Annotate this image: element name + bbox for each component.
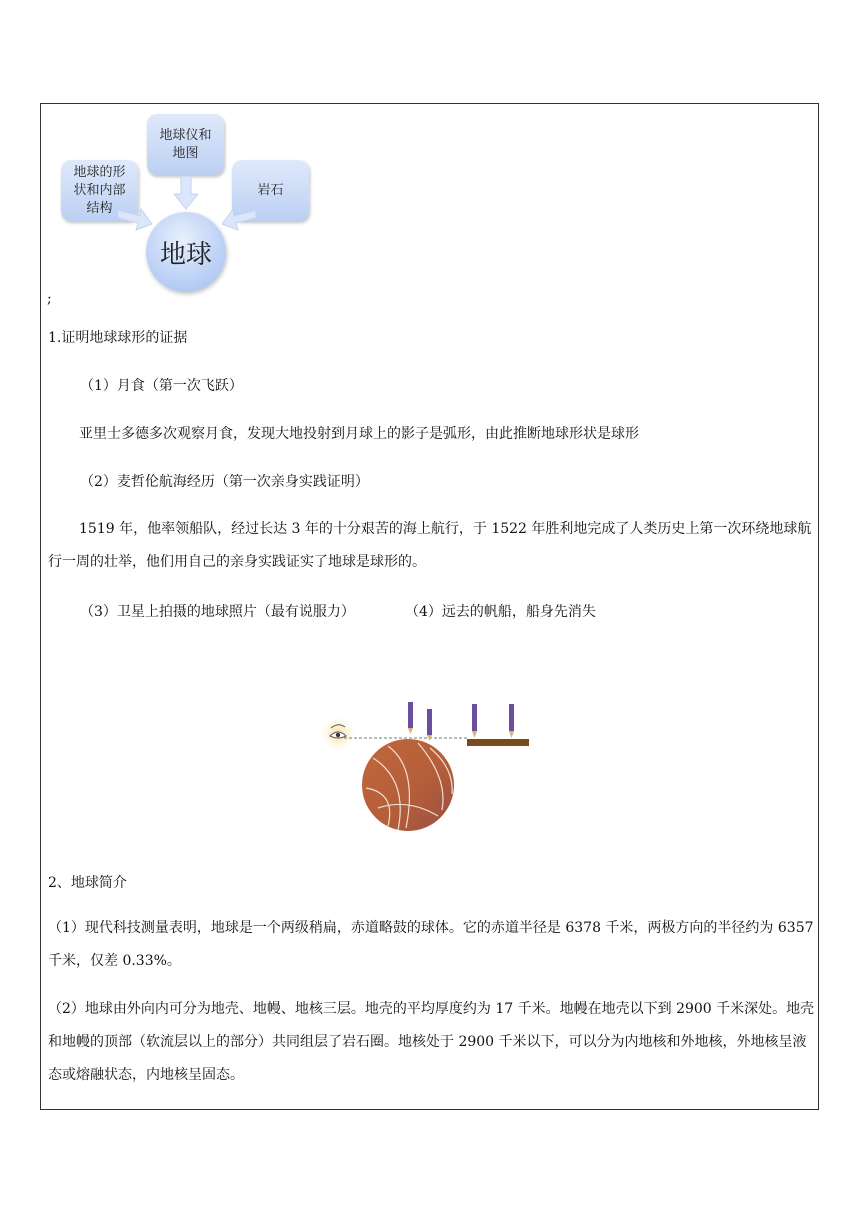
item2-title: （2）麦哲伦航海经历（第一次亲身实践证明） — [80, 474, 369, 490]
pencil-4 — [509, 704, 514, 731]
node-globe-map: 地球仪和 地图 — [147, 114, 224, 175]
curvature-illustration — [318, 698, 564, 838]
arrow-down-icon — [174, 176, 198, 210]
item2-text: 1519 年，他率领船队，经过长达 3 年的十分艰苦的海上航行，于 1522 年胜利地完成了人类历史上第一次环绕地球航行一周的壮举，他们用自己的亲身实践证实了地球是球形的。 — [48, 521, 812, 570]
node-rocks: 岩石 — [232, 160, 309, 221]
pencil-2 — [427, 709, 432, 735]
item3-title: （3）卫星上拍摄的地球照片（最有说服力） — [80, 604, 355, 620]
board — [467, 739, 529, 746]
section2-para1: （1）现代科技测量表明，地球是一个两级稍扁，赤道略鼓的球体。它的赤道半径是 6378 千米，两极方向的半径约为 6357 千米，仅差 0.33%。 — [48, 920, 814, 969]
item1-title: （1）月食（第一次飞跃） — [80, 378, 243, 394]
separator-text: ; — [47, 291, 52, 307]
arrow-right-to-center-icon — [220, 206, 256, 232]
node-earth: 地球 — [146, 212, 226, 292]
node-shape-structure: 地球的形 状和内部 结构 — [61, 160, 138, 221]
item1-text: 亚里士多德多次观察月食，发现大地投射到月球上的影子是弧形，由此推断地球形状是球形 — [79, 426, 639, 442]
pencil-3 — [472, 704, 477, 731]
section2-heading: 2、地球简介 — [48, 875, 127, 891]
section1-heading: 1.证明地球球形的证据 — [48, 330, 188, 346]
section2-para2: （2）地球由外向内可分为地壳、地幔、地核三层。地壳的平均厚度约为 17 千米。地幔在地壳以下到 2900 千米深处。地壳和地幔的顶部（软流层以上的部分）共同组层了岩石圈。地核处于 2900 千米以下，可以分为内地核和外地核，外地核呈液态或熔融状态，内地核呈固态。 — [48, 1001, 815, 1083]
item4-title: （4）远去的帆船，船身先消失 — [405, 604, 596, 620]
arrow-left-to-center-icon — [118, 206, 154, 232]
pencil-1 — [408, 702, 413, 728]
